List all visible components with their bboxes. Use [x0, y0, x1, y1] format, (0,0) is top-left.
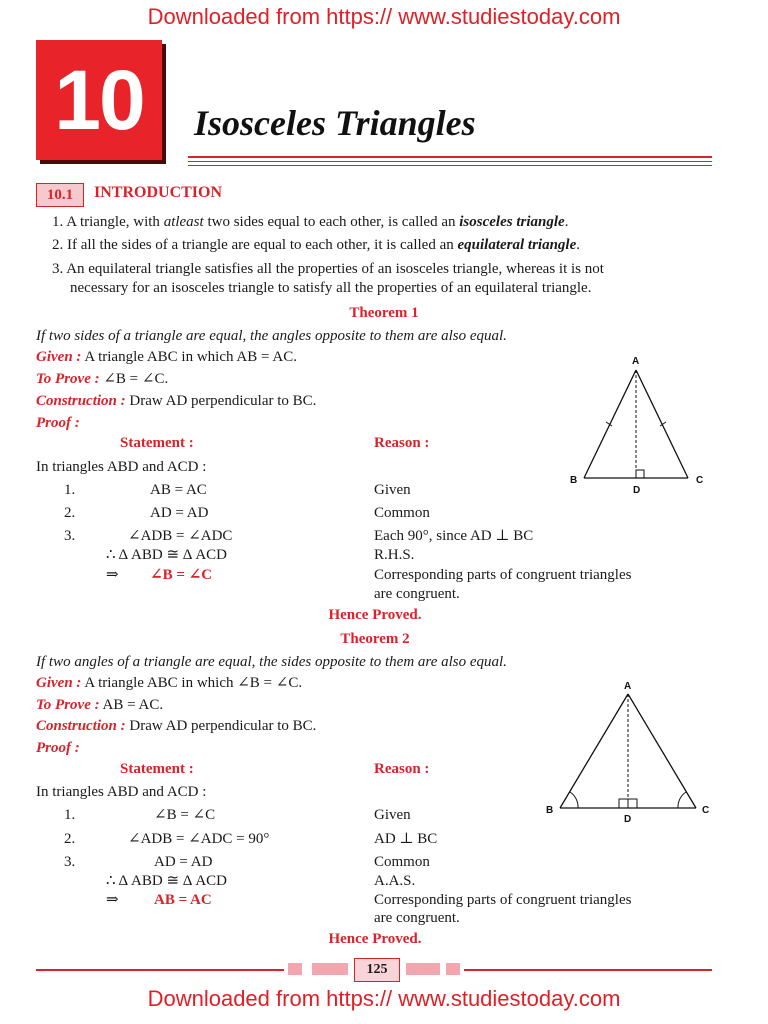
theorem-2-statement-header: Statement : [120, 761, 194, 777]
theorem-2-intro-line: In triangles ABD and ACD : [36, 784, 207, 800]
title-rule-1 [188, 156, 712, 158]
fig2-side-ac [628, 694, 696, 808]
theorem-1-proof-label: Proof : [36, 415, 80, 431]
fig1-side-ab [584, 370, 636, 478]
footer-ornament-2 [312, 963, 348, 975]
theorem-2-prove: To Prove : AB = AC. [36, 697, 164, 713]
page-number: 125 [354, 958, 400, 982]
t1-row-4-statement: ∴ Δ ABD ≅ Δ ACD [106, 547, 228, 563]
t2-row-1-reason: Given [374, 807, 411, 823]
t2-row-5-num: ⇒ [106, 892, 119, 908]
t2-row-5-reason-cont: are congruent. [374, 910, 460, 926]
theorem-2-given: Given : A triangle ABC in which ∠B = ∠C. [36, 675, 303, 691]
theorem-1-heading: Theorem 1 [349, 305, 419, 321]
t1-row-4-reason: R.H.S. [374, 547, 415, 563]
t1-row-1-reason: Given [374, 482, 411, 498]
theorem-2-proof-label: Proof : [36, 740, 80, 756]
intro-item-1: 1. A triangle, with atleast two sides equal to each other, is called an isosceles triangle. [52, 214, 569, 230]
fig2-label-a: A [624, 681, 632, 692]
fig2-label-b: B [546, 805, 554, 816]
chapter-title: Isosceles Triangles [194, 103, 476, 143]
t2-row-1-statement: ∠B = ∠C [154, 807, 216, 823]
t2-row-3-statement: AD = AD [154, 854, 213, 870]
fig2-angle-c-arc [678, 792, 686, 808]
theorem-2-hence-proved: Hence Proved. [328, 931, 422, 947]
fig1-label-d: D [633, 485, 641, 496]
t1-row-2-reason: Common [374, 505, 430, 521]
theorem-1-statement-header: Statement : [120, 435, 194, 451]
theorem-1-given: Given : A triangle ABC in which AB = AC. [36, 349, 297, 365]
t1-row-2-num: 2. [64, 505, 76, 521]
intro-item-3: 3. An equilateral triangle satisfies all the properties of an isosceles triangle, whereas it is not [52, 261, 604, 277]
footer-line-left [36, 969, 284, 971]
fig2-side-ab [560, 694, 628, 808]
theorem-2-heading: Theorem 2 [340, 631, 410, 647]
footer-ornament-3 [406, 963, 440, 975]
chapter-number: 10 [54, 53, 144, 147]
fig1-label-a: A [632, 356, 640, 367]
theorem-1-reason-header: Reason : [374, 435, 430, 451]
t1-row-3-reason: Each 90°, since AD ⊥ BC [374, 528, 534, 544]
section-title: INTRODUCTION [94, 184, 223, 201]
fig1-label-c: C [696, 475, 704, 486]
theorem-2-reason-header: Reason : [374, 761, 430, 777]
theorem-1-intro-line: In triangles ABD and ACD : [36, 459, 207, 475]
t1-row-5-num: ⇒ [106, 567, 119, 583]
download-banner-bottom: Downloaded from https:// www.studiestoday.com [147, 986, 621, 1011]
t1-row-3-num: 3. [64, 528, 76, 544]
fig1-right-angle [636, 470, 644, 478]
t2-row-4-statement: ∴ Δ ABD ≅ Δ ACD [106, 873, 228, 889]
fig1-side-ac [636, 370, 688, 478]
t2-row-2-num: 2. [64, 831, 76, 847]
t1-row-5-reason: Corresponding parts of congruent triangles [374, 567, 632, 583]
fig2-right-angle-2 [628, 799, 637, 808]
t1-row-1-num: 1. [64, 482, 76, 498]
t2-row-1-num: 1. [64, 807, 76, 823]
t2-row-2-statement: ∠ADB = ∠ADC = 90° [128, 831, 270, 847]
theorem-1-hence-proved: Hence Proved. [328, 607, 422, 623]
title-rule-2 [188, 161, 712, 162]
t2-row-4-reason: A.A.S. [374, 873, 416, 889]
footer-line-right [464, 969, 712, 971]
intro-item-2: 2. If all the sides of a triangle are equal to each other, it is called an equilateral triangle. [52, 237, 580, 253]
theorem-1-statement: If two sides of a triangle are equal, the angles opposite to them are also equal. [36, 328, 507, 344]
footer-ornament-4 [446, 963, 460, 975]
intro-item-3-cont: necessary for an isosceles triangle to satisfy all the properties of an equilateral triangle. [70, 280, 592, 296]
t1-row-1-statement: AB = AC [150, 482, 207, 498]
theorem-2-statement: If two angles of a triangle are equal, the sides opposite to them are also equal. [36, 654, 507, 670]
theorem-2-construction: Construction : Draw AD perpendicular to BC. [36, 718, 317, 734]
fig1-label-b: B [570, 475, 578, 486]
t2-row-5-statement: AB = AC [154, 892, 212, 908]
t1-row-5-statement: ∠B = ∠C [150, 567, 213, 583]
t1-row-5-reason-cont: are congruent. [374, 586, 460, 602]
fig2-label-c: C [702, 805, 710, 816]
t1-row-2-statement: AD = AD [150, 505, 209, 521]
download-banner-top: Downloaded from https:// www.studiestoday.com [147, 4, 621, 29]
t2-row-2-reason: AD ⊥ BC [374, 831, 438, 847]
fig2-label-d: D [624, 814, 632, 825]
theorem-2-figure [540, 678, 720, 828]
theorem-1-prove: To Prove : ∠B = ∠C. [36, 371, 169, 387]
title-rule-3 [188, 165, 712, 166]
t1-row-3-statement: ∠ADB = ∠ADC [128, 528, 233, 544]
t2-row-3-num: 3. [64, 854, 76, 870]
fig2-right-angle [619, 799, 628, 808]
footer-ornament-1 [288, 963, 302, 975]
fig2-angle-b-arc [570, 792, 578, 808]
section-number: 10.1 [36, 183, 84, 207]
t2-row-5-reason: Corresponding parts of congruent triangles [374, 892, 632, 908]
theorem-1-construction: Construction : Draw AD perpendicular to BC. [36, 393, 317, 409]
theorem-1-figure [564, 350, 714, 500]
t2-row-3-reason: Common [374, 854, 430, 870]
